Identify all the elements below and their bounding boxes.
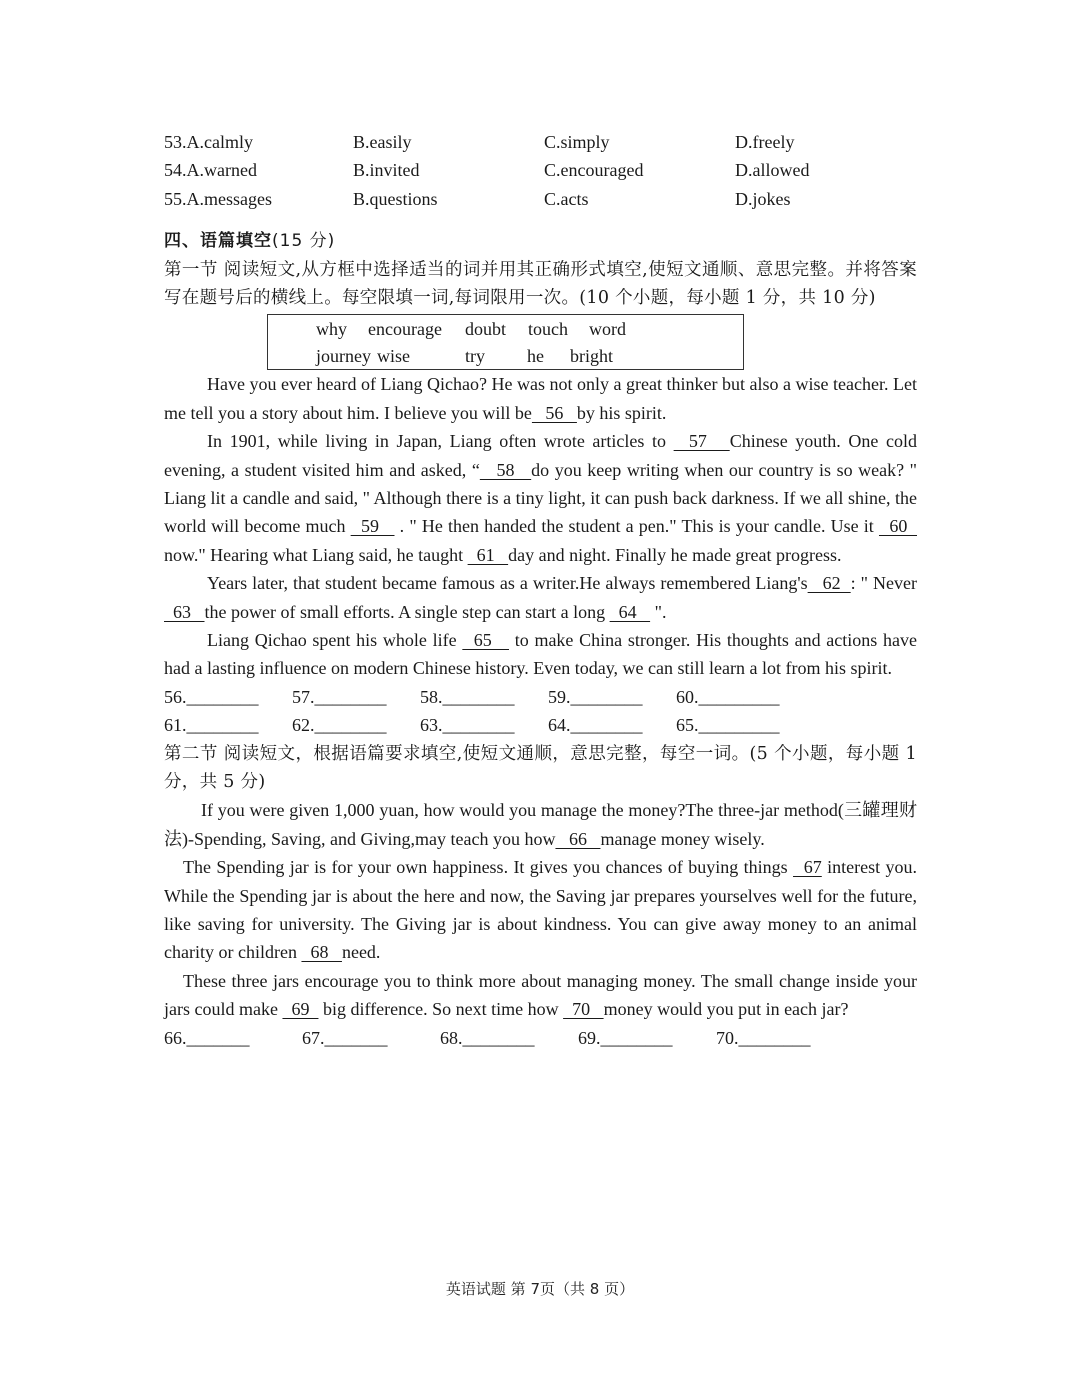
- blank-57: 57: [673, 431, 730, 452]
- passage-text: manage money wisely.: [600, 828, 765, 849]
- word-box: [267, 314, 744, 370]
- passage-text: In 1901, while living in Japan, Liang often wrote articles to: [207, 431, 674, 452]
- blank-67: 67: [793, 857, 822, 878]
- blank-56: 56: [531, 402, 577, 423]
- blank-62: 62: [807, 573, 851, 594]
- passage-text: ".: [650, 601, 667, 622]
- part1-instructions: 第一节 阅读短文,从方框中选择适当的词并用其正确形式填空,使短文通顺、意思完整。并将答案写在题号后的横线上。每空限填一词,每词限用一次。(10 个小题，每小题 1 分，共 10 分): [164, 259, 917, 308]
- option: C.encouraged: [544, 160, 644, 181]
- page-footer: 英语试题 第 7页（共 8 页）: [445, 1280, 635, 1298]
- word-box-word: bright: [570, 346, 613, 367]
- option: D.jokes: [735, 188, 791, 209]
- word-box-word: journey: [316, 346, 371, 367]
- word-box-word: touch: [528, 319, 568, 340]
- option-row-53: [164, 128, 917, 156]
- passage-text: need.: [341, 942, 381, 963]
- blank-70: 70: [563, 999, 604, 1020]
- answer-blank[interactable]: 62.________: [292, 715, 387, 736]
- option: B.invited: [353, 160, 420, 181]
- passage2-paragraph-3: [164, 967, 917, 1024]
- passage-text: to make China stronger. His thoughts and actions have had a lasting influence on modern Chinese history. Even today, we can still learn a lot from his spirit.: [164, 630, 917, 679]
- word-box-word: he: [527, 346, 544, 367]
- option: D.allowed: [735, 160, 810, 181]
- answer-blank[interactable]: 57.________: [292, 686, 387, 707]
- answer-blank[interactable]: 70.________: [716, 1027, 811, 1048]
- answer-blank[interactable]: 61.________: [164, 715, 259, 736]
- section-title: [164, 227, 917, 255]
- answer-blank[interactable]: 66._______: [164, 1027, 250, 1048]
- option: C.acts: [544, 188, 589, 209]
- passage-text: The Spending jar is for your own happiness. It gives you chances of buying things: [183, 857, 794, 878]
- answer-blank[interactable]: 60._________: [676, 686, 780, 707]
- word-box-row: [316, 342, 743, 369]
- word-box-row: [316, 315, 743, 342]
- answer-blank[interactable]: 65._________: [676, 715, 780, 736]
- passage-text: money would you put in each jar?: [603, 999, 849, 1020]
- passage-text: : " Never: [850, 573, 918, 594]
- answer-blank[interactable]: 64.________: [548, 715, 643, 736]
- answer-row: [164, 683, 917, 711]
- passage-text: Chinese youth. One cold evening, a student visited him and asked, “: [164, 431, 917, 480]
- passage-text: Have you ever heard of Liang Qichao? He was not only a great thinker but also a wise teacher. Let me tell you a story about him. I believe you will be: [164, 374, 917, 423]
- passage-text: big difference. So next time how: [318, 999, 564, 1020]
- answer-blank[interactable]: 68.________: [440, 1027, 535, 1048]
- option: 53.A.calmly: [164, 132, 253, 152]
- passage-paragraph-2: [164, 427, 917, 569]
- passage-text: by his spirit.: [576, 402, 667, 423]
- answer-blank[interactable]: 63.________: [420, 715, 515, 736]
- blank-59: 59: [350, 516, 395, 537]
- passage-text: Liang Qichao spent his whole life: [207, 630, 463, 651]
- option: C.simply: [544, 132, 610, 152]
- answer-lines-part1: [164, 683, 917, 740]
- passage-paragraph-4: [164, 626, 917, 683]
- passage2-paragraph-1: [164, 796, 917, 853]
- answer-blank[interactable]: 69.________: [578, 1027, 673, 1048]
- exam-page: [164, 128, 917, 1052]
- answer-blank[interactable]: 59.________: [548, 686, 643, 707]
- blank-58: 58: [479, 459, 532, 480]
- passage-paragraph-3: [164, 569, 917, 626]
- option-row-55: [164, 185, 917, 213]
- option: B.questions: [353, 188, 438, 209]
- passage2-paragraph-2: [164, 853, 917, 967]
- multiple-choice-options: [164, 128, 917, 213]
- option: D.freely: [735, 132, 795, 152]
- part2-instructions: 第二节 阅读短文，根据语篇要求填空,使短文通顺，意思完整，每空一词。(5 个小题，每小题 1 分，共 5 分): [164, 743, 917, 793]
- passage-text: . " He then handed the student a pen." This is your candle. Use it: [394, 516, 879, 537]
- word-box-word: word: [589, 319, 626, 340]
- option: 54.A.warned: [164, 160, 257, 181]
- blank-63: 63: [164, 601, 205, 622]
- word-box-word: wise: [377, 346, 410, 367]
- answer-blank[interactable]: 67._______: [302, 1027, 388, 1048]
- blank-66: 66: [555, 828, 601, 849]
- passage-paragraph-1: [164, 370, 917, 427]
- word-box-word: doubt: [465, 319, 507, 340]
- word-box-word: why: [316, 319, 347, 340]
- blank-69: 69: [282, 999, 319, 1020]
- answer-row: [164, 711, 917, 739]
- option-row-54: [164, 156, 917, 184]
- passage-text: These three jars encourage you to think more about managing money. The small change inside your jars could make: [164, 970, 917, 1020]
- blank-65: 65: [462, 630, 509, 651]
- answer-lines-part2: [164, 1024, 917, 1052]
- blank-60: 60: [878, 516, 917, 537]
- passage-text: do you keep writing when our country is so weak? " Liang lit a candle and said, " Although there is a tiny light, it can push back darkness. If we all shine, the world will become much: [164, 459, 917, 537]
- passage-text: now." Hearing what Liang said, he taught: [164, 544, 468, 565]
- section-score: (15 分): [272, 231, 336, 252]
- blank-64: 64: [609, 601, 651, 622]
- passage-text: If you were given 1,000 yuan, how would you manage the money?The three-jar method(三罐理财法)-Spending, Saving, and Giving,may teach you how: [164, 800, 917, 849]
- option: B.easily: [353, 132, 412, 152]
- answer-blank[interactable]: 58.________: [420, 686, 515, 707]
- blank-68: 68: [301, 942, 342, 963]
- passage-text: Years later, that student became famous as a writer.He always remembered Liang's: [207, 573, 808, 594]
- answer-blank[interactable]: 56.________: [164, 686, 259, 707]
- word-box-word: try: [465, 346, 485, 367]
- passage-text: the power of small efforts. A single step can start a long: [204, 601, 610, 622]
- passage-text: interest you. While the Spending jar is about the here and now, the Saving jar prepares yourselves well for the future, like saving for university. The Giving jar is about kindness. You can give away money to an animal charity or children: [164, 857, 917, 963]
- blank-61: 61: [467, 544, 509, 565]
- option: 55.A.messages: [164, 188, 272, 209]
- passage-text: day and night. Finally he made great progress.: [508, 544, 842, 565]
- word-box-word: encourage: [368, 319, 442, 340]
- section-title-text: 四、语篇填空: [164, 231, 272, 252]
